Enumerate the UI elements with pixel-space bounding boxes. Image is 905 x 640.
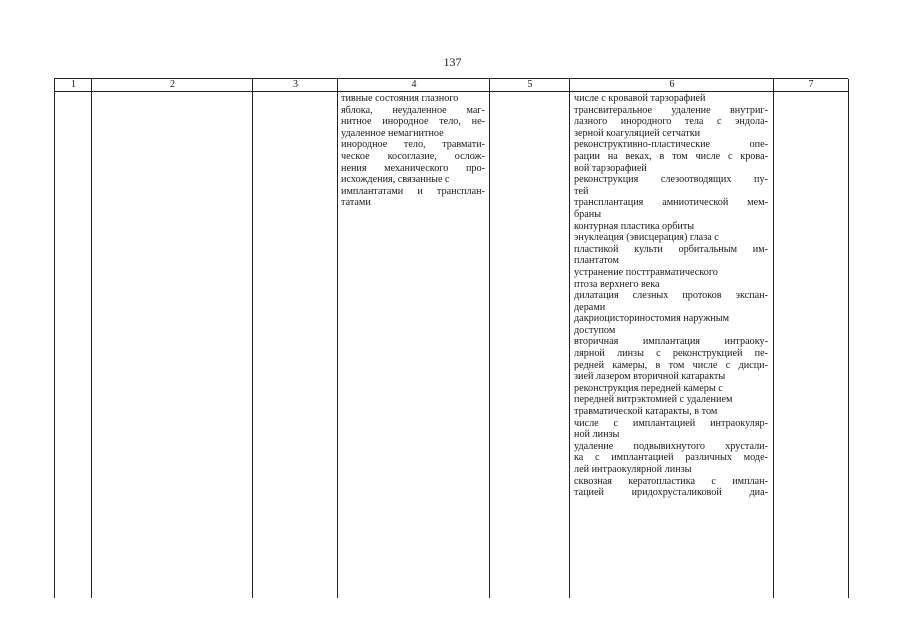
text-line: тей [574,185,589,197]
text-line: исхождения, связанные с [341,174,450,186]
text-line: числе с имплантацией интраокуляр- [574,417,768,429]
header-col-6: 6 [569,79,774,91]
text-line: устранение посттравматического [574,266,718,278]
text-line: контурная пластика орбиты [574,220,695,232]
table-col-5 [489,91,570,598]
cell-col4-text [341,93,485,209]
text-line: птоза верхнего века [574,278,660,290]
text-line: трансвитеральное удаление внутриг- [574,104,768,116]
text-line: реконструкция передней камеры с [574,382,723,394]
text-line: дилатация слезных протоков экспан- [574,290,768,302]
document-table [54,78,848,598]
text-line: нитное инородное тело, не- [341,116,485,128]
table-col-2 [91,91,253,598]
text-line: реконструктивно-пластические опе- [574,139,768,151]
text-line: ка с имплантацией различных моде- [574,452,768,464]
text-line: тацией иридохрусталиковой диа- [574,487,768,499]
text-line: браны [574,208,602,220]
table-header-row [54,78,848,92]
text-line: доступом [574,324,616,336]
text-line: вторичная имплантация интраоку- [574,336,768,348]
header-col-4: 4 [337,79,490,91]
header-col-7: 7 [773,79,849,91]
header-col-1: 1 [54,79,92,91]
page-number: 137 [443,55,462,69]
table-col-7 [773,91,849,598]
text-line: ной линзы [574,429,620,441]
text-line: сквозная кератопластика с имплан- [574,475,768,487]
table-col-1 [54,91,92,598]
text-line: травматической катаракты, в том [574,406,718,418]
text-line: рации на веках, в том числе с крова- [574,150,768,162]
table-col-3 [252,91,338,598]
text-line: редней камеры, в том числе с дисци- [574,359,768,371]
text-line: тивные состояния глазного [341,93,459,104]
text-line: нения механического про- [341,162,485,174]
header-col-3: 3 [252,79,338,91]
text-line: трансплантация амниотической мем- [574,197,768,209]
text-line: плантатом [574,255,620,267]
text-line: числе с кровавой тарзорафией [574,93,706,104]
text-line: передней витрэктомией с удалением [574,394,733,406]
text-line: реконструкция слезоотводящих пу- [574,174,768,186]
header-col-5: 5 [489,79,570,91]
text-line: зией лазером вторичной катаракты [574,371,726,383]
text-line: удаленное немагнитное [341,127,444,139]
text-line: дерами [574,301,606,313]
text-line: яблока, неудаленное маг- [341,104,485,116]
text-line: зерной коагуляцией сетчатки [574,127,701,139]
text-line: вой тарзорафией [574,162,647,174]
text-line: ческое косоглазие, ослож- [341,150,485,162]
text-line: лярной линзы с реконструкцией пе- [574,348,768,360]
header-col-2: 2 [91,79,253,91]
text-line: лазного инородного тела с эндола- [574,116,768,128]
text-line: имплантатами и трансплан- [341,185,485,197]
text-line: татами [341,197,371,209]
text-line: дакриоцисториностомия наружным [574,313,730,325]
text-line: энуклеация (эвисцерация) глаза с [574,232,719,244]
text-line: инородное тело, травмати- [341,139,485,151]
cell-col6-text [574,93,768,499]
text-line: удаление подвывихнутого хрустали- [574,440,768,452]
text-line: лей интраокулярной линзы [574,464,692,475]
text-line: пластикой культи орбитальным им- [574,243,768,255]
